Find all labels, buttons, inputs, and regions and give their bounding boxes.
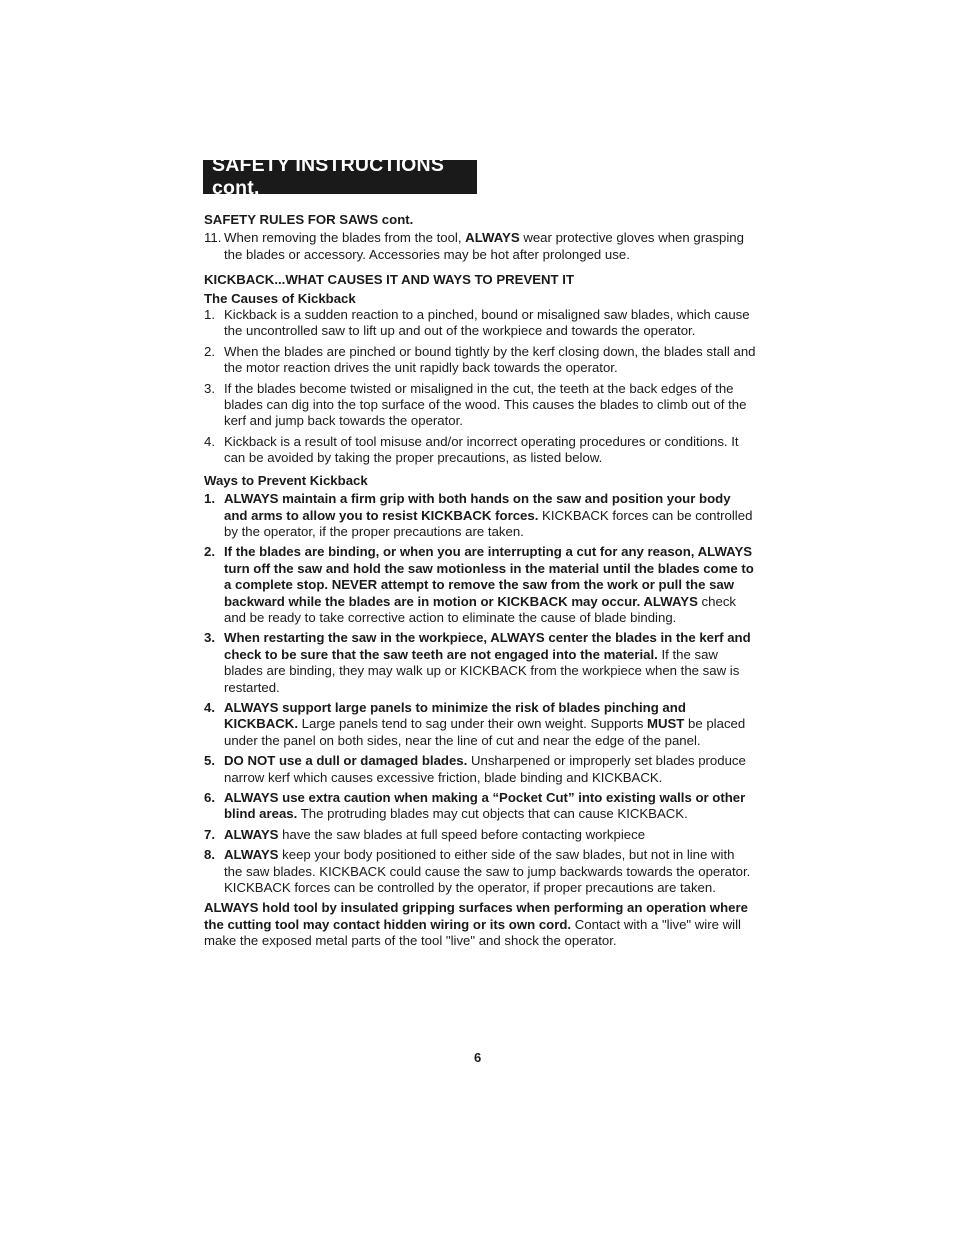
way-item — [204, 491, 756, 540]
closing-warning — [204, 900, 756, 949]
item-text: When the blades are pinched or bound tightly by the kerf closing down, the blades stall and the motor reaction drives the unit rapidly back towards the operator. — [224, 343, 756, 376]
item-emphasis: DO NOT use a dull or damaged blades. — [224, 753, 468, 769]
item-number: 2. — [204, 343, 215, 359]
page-content — [204, 212, 756, 963]
item-emphasis: ALWAYS — [224, 847, 279, 863]
item-text: The protruding blades may cut objects that can cause KICKBACK. — [297, 806, 688, 822]
item-emphasis: MUST — [646, 716, 685, 732]
item-text: check and be ready to take corrective action to eliminate the cause of blade binding. — [224, 593, 737, 625]
item-number: 4. — [204, 433, 215, 449]
item-number: 2. — [204, 544, 215, 560]
item-number: 3. — [204, 380, 215, 396]
way-item — [204, 827, 756, 843]
item-emphasis: ALWAYS — [465, 230, 520, 246]
item-text: If the blades become twisted or misaligned in the cut, the teeth at the back edges of the blades can dig into the top surface of the wood. This causes the blades to climb out of the kerf and jump back towards the operator. — [224, 380, 747, 429]
item-text: have the saw blades at full speed before contacting workpiece — [278, 826, 646, 842]
item-number: 3. — [204, 630, 215, 646]
closing-emphasis: ALWAYS hold tool by insulated gripping surfaces when performing an operation where the cutting tool may contact hidden wiring or its own cord. — [204, 900, 748, 932]
causes-list — [204, 307, 756, 467]
item-text: keep your body positioned to either side of the saw blades, but not in line with the saw blades. KICKBACK could cause the saw to jump backwards towards the operator. KICKBACK forces can be controlled by the operator, if proper precautions are taken. — [224, 847, 751, 896]
rules-heading: SAFETY RULES FOR SAWS cont. — [204, 212, 414, 227]
way-item — [204, 700, 756, 749]
ways-list — [204, 491, 756, 896]
rule-item-11 — [204, 230, 756, 263]
cause-item — [204, 381, 756, 430]
way-item — [204, 847, 756, 896]
item-emphasis: If the blades are binding, or when you are interrupting a cut for any reason, ALWAYS turn off the saw and hold the saw motionless in the material until the blades come to a complete stop. NEVER attempt to remove the saw from the work or pull the saw backward while the blades are in motion or KICKBACK may occur. ALWAYS — [224, 544, 754, 609]
item-text: be placed under the panel on both sides, near the line of cut and near the edge of the panel. — [224, 716, 746, 748]
closing-text: Contact with a "live" wire will make the exposed metal parts of the tool "live" and shock the operator. — [204, 916, 741, 949]
item-text: Kickback is a sudden reaction to a pinched, bound or misaligned saw blades, which cause the uncontrolled saw to lift up and out of the workpiece and towards the operator. — [224, 307, 750, 339]
ways-heading: Ways to Prevent Kickback — [204, 472, 368, 488]
item-number: 7. — [204, 826, 215, 842]
item-number: 11. — [204, 230, 222, 246]
item-number: 8. — [204, 847, 215, 863]
item-emphasis: ALWAYS use extra caution when making a “Pocket Cut” into existing walls or other blind areas. — [224, 790, 746, 822]
item-text: Unsharpened or improperly set blades produce narrow kerf which causes excessive friction, blade binding and KICKBACK. — [224, 753, 746, 785]
item-number: 1. — [204, 307, 215, 323]
page-number: 6 — [474, 1050, 482, 1065]
item-emphasis: ALWAYS maintain a firm grip with both hands on the saw and position your body and arms to allow you to resist KICKBACK forces. — [224, 491, 731, 523]
way-item — [204, 630, 756, 696]
item-number: 5. — [204, 753, 215, 769]
section-banner — [203, 154, 477, 199]
item-emphasis: When restarting the saw in the workpiece, ALWAYS center the blades in the kerf and check to be sure that the saw teeth are not engaged into the material. — [224, 630, 751, 662]
cause-item — [204, 307, 756, 340]
way-item — [204, 753, 756, 786]
item-text: KICKBACK forces can be controlled by the operator, if the proper precautions are taken. — [224, 507, 753, 539]
item-emphasis: ALWAYS — [224, 826, 279, 842]
item-text: If the saw blades are binding, they may walk up or KICKBACK from the workpiece when the saw is restarted. — [224, 646, 740, 695]
kickback-heading: KICKBACK...WHAT CAUSES IT AND WAYS TO PREVENT IT — [204, 272, 574, 288]
way-item — [204, 544, 756, 626]
causes-heading: The Causes of Kickback — [204, 290, 356, 306]
item-number: 6. — [204, 790, 215, 805]
item-emphasis: ALWAYS support large panels to minimize the risk of blades pinching and KICKBACK. — [224, 699, 686, 732]
rules-list — [204, 230, 756, 263]
item-text: Kickback is a result of tool misuse and/or incorrect operating procedures or conditions. It can be avoided by taking the proper precautions, as listed below. — [224, 433, 739, 466]
item-number: 1. — [204, 491, 215, 507]
banner-title: SAFETY INSTRUCTIONS cont. — [212, 154, 445, 199]
item-number: 4. — [204, 699, 215, 715]
item-text: Large panels tend to sag under their own weight. Supports — [298, 716, 647, 732]
cause-item — [204, 434, 756, 467]
item-text: When removing the blades from the tool, — [224, 230, 466, 246]
way-item — [204, 790, 756, 823]
cause-item — [204, 344, 756, 377]
item-text: wear protective gloves when grasping the blades or accessory. Accessories may be hot after prolonged use. — [224, 230, 744, 262]
